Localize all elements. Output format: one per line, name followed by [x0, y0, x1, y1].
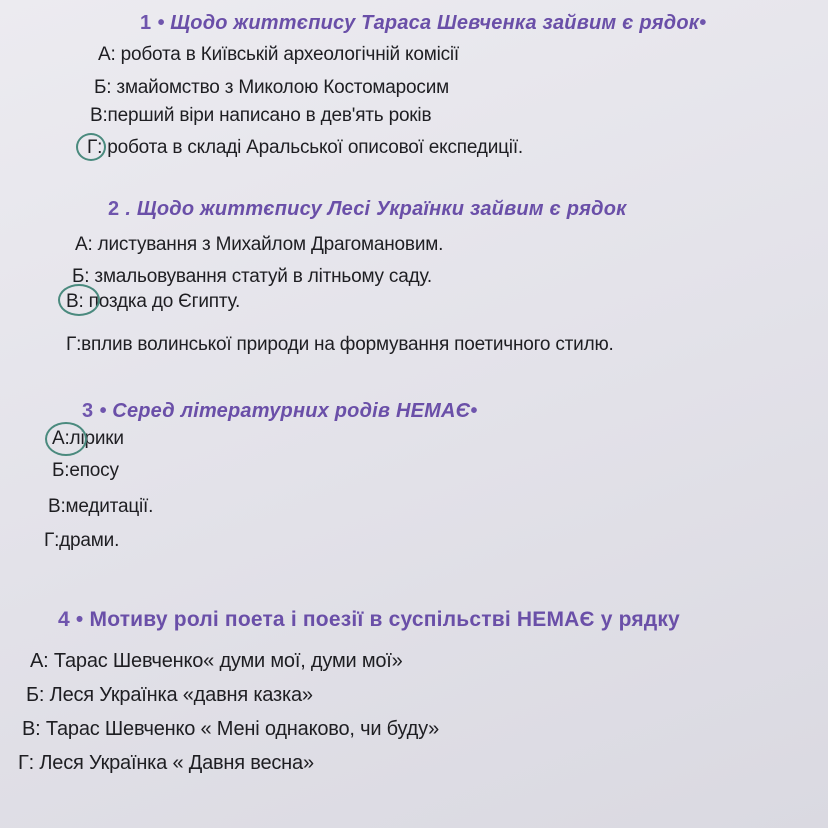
question-1-option-d[interactable]: Г: робота в складі Аральської описової експедиції.	[87, 137, 523, 158]
bullet-dot-icon: •	[699, 12, 707, 34]
question-3-option-d[interactable]: Г:драми.	[44, 530, 120, 551]
question-1-text: Щодо життєпису Тараса Шевченка зайвим є рядок	[170, 12, 700, 34]
question-1-number: 1	[140, 12, 152, 34]
question-2-option-a[interactable]: А: листування з Михайлом Драгомановим.	[75, 234, 444, 255]
question-4-option-a[interactable]: А: Тарас Шевченко« думи мої, думи мої»	[30, 650, 403, 672]
question-1-option-c[interactable]: В:перший віри написано в дев'ять років	[90, 105, 432, 126]
answer-circle-icon	[45, 422, 87, 456]
question-3-number: 3	[82, 400, 94, 422]
question-4-number: 4	[58, 608, 70, 631]
bullet-dot-icon: •	[99, 400, 107, 422]
question-1-option-a[interactable]: А: робота в Київській археологічній комісії	[98, 44, 459, 65]
question-1-option-b[interactable]: Б: змайомство з Миколою Костомаросим	[94, 77, 449, 98]
question-4-title	[58, 608, 680, 632]
question-2-number: 2	[108, 198, 120, 220]
question-4-text: Мотиву ролі поета і поезії в суспільстві НЕМАЄ у рядку	[89, 608, 680, 631]
question-2-option-b[interactable]: Б: змальовування статуй в літньому саду.	[72, 266, 432, 287]
bullet-dot-icon: •	[75, 608, 84, 631]
question-3-option-c[interactable]: В:медитації.	[48, 496, 154, 517]
question-4-option-b[interactable]: Б: Леся Українка «давня казка»	[26, 684, 313, 706]
bullet-dot-icon: •	[470, 400, 478, 422]
bullet-dot-icon: .	[125, 198, 132, 220]
question-3-title	[82, 400, 477, 423]
question-1-title	[140, 12, 706, 35]
question-4-option-c[interactable]: В: Тарас Шевченко « Мені однаково, чи буду»	[22, 718, 440, 740]
answer-circle-icon	[76, 133, 106, 161]
question-2-option-c[interactable]: В: поздка до Єгипту.	[66, 291, 241, 312]
question-2-text: Щодо життєпису Лесі Українки зайвим є рядок	[136, 198, 627, 220]
question-3-option-b[interactable]: Б:епосу	[52, 460, 119, 481]
answer-circle-icon	[58, 284, 100, 316]
question-3-text: Серед літературних родів НЕМАЄ	[112, 400, 471, 422]
question-2-title	[108, 198, 626, 221]
question-2-option-d[interactable]: Г:вплив волинської природи на формування поетичного стилю.	[66, 334, 614, 355]
question-3-option-a[interactable]: А:лірики	[52, 428, 124, 449]
question-4-option-d[interactable]: Г: Леся Українка « Давня весна»	[18, 752, 314, 774]
bullet-dot-icon: •	[157, 12, 165, 34]
